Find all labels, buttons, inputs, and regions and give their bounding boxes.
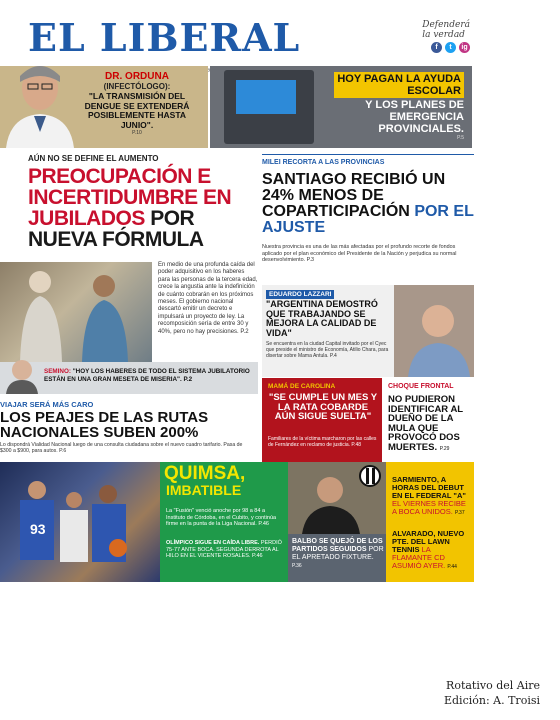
peajes-headline[interactable]: LOS PEAJES DE LAS RUTAS NACIONALES SUBEN 200% — [0, 409, 209, 441]
olimpico-text: PERDIÓ 75-77 ANTE BOCA. SEGUNDA DERROTA AL HILO EN EL VICENTE ROSALES. — [166, 540, 282, 560]
peajes-body — [0, 442, 255, 454]
slogan — [422, 20, 470, 40]
carolina-body — [268, 436, 378, 448]
quimsa-body-text: La "Fusión" venció anoche por 98 a 84 a Instituto de Córdoba, en el Cubito, y continúa firme en la punta de la Liga Nacional. — [166, 508, 277, 528]
lazzari-body — [266, 341, 392, 359]
balbo-page: P.36 — [292, 563, 302, 569]
promo-ayuda-highlight: HOY PAGAN LA AYUDA ESCOLAR — [334, 72, 464, 98]
facebook-icon[interactable]: f — [431, 42, 442, 53]
quimsa-page: P.46 — [258, 521, 269, 528]
quimsa-body — [166, 508, 284, 528]
main-story-headline-red: PREOCUPACIÓN E INCERTIDUMBRE EN JUBILADOS — [28, 165, 232, 230]
main-story-body-text: En medio de una profunda caída del poder adquisitivo en los haberes para las personas de la tercera edad, crece la angustia ante la indefinición de cuánto cobrarán en los próximos meses. El gobierno nacional descartó emitir un decreto e impulsará un proyecto de ley. La recomposición sería de entre 30 y 40%, pero no hay precisiones. — [158, 262, 258, 335]
promo-dengue-page: P.10 — [132, 130, 142, 136]
promo-ayuda-text — [334, 72, 464, 141]
peajes-body-text: Lo dispondrá Vialidad Nacional luego de una consulta ciudadana sobre el nuevo cuadro tarifario. Pasa de $300 a $900, para autos. — [0, 442, 243, 455]
credits-line-1: Rotativo del Aire — [446, 679, 540, 692]
main-story-page: P.2 — [240, 328, 249, 335]
semino-name: SEMINO: — [44, 368, 71, 375]
slogan-line-1: Defenderá — [422, 20, 470, 30]
lazzari-photo — [394, 285, 474, 377]
instagram-icon[interactable]: ig — [459, 42, 470, 53]
semino-portrait — [4, 356, 40, 394]
sarmiento-text-rest: EL VIERNES RECIBE A BOCA UNIDOS. — [392, 499, 466, 516]
quimsa-headline — [164, 465, 245, 482]
basketball-illustration — [0, 462, 160, 582]
quimsa-story[interactable] — [160, 462, 288, 582]
balbo-photo — [288, 462, 386, 534]
balbo-text — [292, 538, 384, 570]
semino-quote-text: "HOY LOS HABERES DE TODO EL SISTEMA JUBILATORIO ESTÁN EN UNA GRAN MESETA DE MISERIA". — [44, 368, 250, 383]
sarmiento-text — [392, 476, 472, 517]
credits-line-2: Edición: A. Troisi — [443, 694, 540, 707]
promo-ayuda-rest: Y LOS PLANES DE EMERGENCIA PROVINCIALES. — [365, 99, 464, 135]
alvarado-text — [392, 530, 472, 571]
choque-page: P.29 — [439, 445, 450, 452]
elderly-couple-illustration — [0, 262, 152, 362]
credits — [444, 678, 540, 708]
choque-headline — [388, 395, 474, 454]
balbo-story[interactable] — [288, 462, 386, 582]
olimpico-bold: OLÍMPICO SIGUE EN CAÍDA LIBRE. — [166, 540, 260, 546]
basketball-photo — [0, 462, 160, 582]
olimpico-body — [166, 540, 284, 560]
promo-dengue-quote: "LA TRANSMISIÓN DEL DENGUE SE EXTENDERÁ POSIBLEMENTE HASTA JUNIO". — [84, 91, 190, 130]
coparticipacion-headline-main: SANTIAGO RECIBIÓ UN 24% MENOS DE COPARTICIPACIÓN — [262, 171, 446, 220]
coparticipacion-body-text: Nuestra provincia es una de las más afectadas por el profundo recorte de fondos aplicado por el plan económico del Presidente de la Nación y perjudica su normal desenvolvimiento. — [262, 244, 457, 264]
coparticipacion-kicker: MILEI RECORTA A LAS PROVINCIAS — [262, 159, 385, 166]
semino-page: P.2 — [183, 376, 193, 383]
social-icons — [431, 42, 470, 53]
main-story-headline-black: POR NUEVA FÓRMULA — [28, 207, 204, 251]
alvarado-page: P.44 — [447, 564, 457, 570]
svg-text:93: 93 — [30, 521, 46, 537]
lazzari-quote: "ARGENTINA DEMOSTRÓ QUE TRABAJANDO SE MEJORA LA CALIDAD DE VIDA" — [266, 299, 378, 338]
carolina-body-text: Familiares de la víctima marcharon por las calles de Fernández en reclamo de justicia. — [268, 436, 377, 448]
promo-ayuda-page: P.5 — [457, 135, 464, 141]
divider — [262, 154, 474, 155]
promo-dengue-text — [72, 72, 202, 136]
coparticipacion-body — [262, 244, 474, 264]
semino-quote — [44, 368, 258, 384]
choque-kicker: CHOQUE FRONTAL — [388, 383, 454, 390]
carolina-story[interactable] — [262, 378, 382, 462]
peajes-kicker: VIAJAR SERÁ MÁS CARO — [0, 400, 94, 409]
promo-ayuda-escolar[interactable] — [210, 66, 472, 148]
carolina-quote: "SE CUMPLE UN MES Y LA RATA COBARDE AÚN SIGUE SUELTA" — [268, 392, 378, 422]
balbo-text-rest: POR EL APRETADO FIXTURE. — [292, 546, 384, 561]
peajes-page: P.6 — [59, 448, 67, 455]
sarmiento-text-bold: SARMIENTO, A HORAS DEL DEBUT EN EL FEDERAL "A" — [392, 475, 466, 500]
slogan-line-2: la verdad — [422, 30, 465, 40]
masthead — [0, 14, 540, 66]
coparticipacion-page: P.3 — [306, 257, 315, 264]
main-story-body — [158, 262, 258, 336]
twitter-icon[interactable]: t — [445, 42, 456, 53]
doctor-photo — [4, 66, 74, 148]
main-story-headline[interactable] — [28, 166, 260, 250]
promo-dengue[interactable] — [0, 66, 208, 148]
sarmiento-page: P.37 — [454, 510, 465, 516]
coparticipacion-headline — [262, 172, 474, 236]
quimsa-headline-line2: IMBATIBLE — [166, 482, 242, 498]
lazzari-story[interactable] — [262, 285, 474, 377]
main-story-kicker: AÚN NO SE DEFINE EL AUMENTO — [28, 154, 159, 163]
lazzari-body-text: Se encuentra en la ciudad Capital invitado por el Cyec que preside el ministro de Economía, Atilio Chara, para disertar sobre Mama Antula. — [266, 341, 389, 359]
quimsa-headline-line1: QUIMSA, — [164, 463, 246, 484]
coparticipacion-story[interactable] — [262, 154, 540, 264]
alvarado-text-bold: ALVARADO, NUEVO PTE. DEL LAWN TENNIS — [392, 529, 465, 554]
alvarado-text-rest: LA FLAMANTE CD ASUMIÓ AYER. — [392, 545, 446, 570]
semino-quote-bar[interactable] — [0, 362, 258, 394]
promo-dengue-name: DR. ORDUNA — [105, 71, 169, 82]
carolina-page: P.48 — [351, 442, 362, 448]
promo-dengue-role: (INFECTÓLOGO): — [103, 82, 171, 91]
choque-story[interactable] — [388, 378, 474, 462]
atm-photo — [224, 70, 314, 144]
choque-headline-text: NO PUDIERON IDENTIFICAR AL DUEÑO DE LA MULA QUE PROVOCÓ DOS MUERTES. — [388, 394, 463, 453]
elderly-couple-photo — [0, 262, 152, 362]
sarmiento-story[interactable] — [386, 462, 474, 582]
carolina-kicker: MAMÁ DE CAROLINA — [268, 383, 336, 390]
newspaper-logo: EL LIBERAL — [28, 15, 301, 60]
coparticipacion-headline-blue: POR EL AJUSTE — [262, 203, 474, 236]
lazzari-name: EDUARDO LAZZARI — [266, 290, 334, 299]
atm-screen — [236, 80, 296, 114]
lazzari-page: P.4 — [329, 353, 337, 359]
olimpico-page: P.46 — [252, 553, 263, 560]
balbo-text-bold: BALBO SE QUEJÓ DE LOS PARTIDOS SEGUIDOS — [292, 538, 383, 553]
